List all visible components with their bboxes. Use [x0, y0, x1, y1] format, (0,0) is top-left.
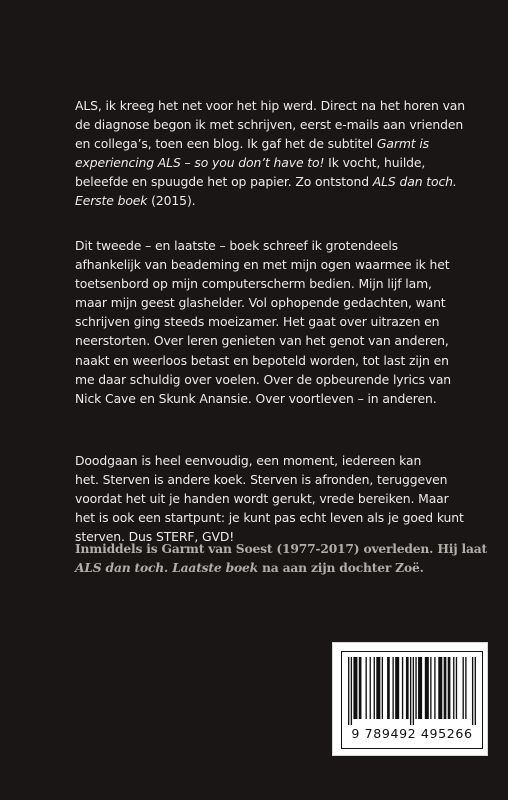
blurb-paragraph-3	[75, 451, 485, 546]
barcode-bar	[434, 657, 435, 719]
text-line	[75, 451, 485, 470]
text-run: maar mijn geest glashelder. Vol ophopende gedachten, want	[75, 295, 446, 311]
text-run: beleefde en spuugde het op papier. Zo ontstond	[75, 174, 373, 190]
text-line	[75, 293, 485, 312]
barcode-bar	[448, 657, 451, 719]
barcode-bar	[395, 657, 399, 719]
barcode-bar	[453, 657, 454, 719]
text-line	[75, 134, 485, 153]
barcode-bar	[374, 657, 375, 719]
text-run: schrijven ging steeds moeizamer. Het gaat over uitrazen en	[75, 314, 440, 330]
barcode-bar	[456, 657, 457, 719]
text-line	[75, 153, 485, 172]
text-line	[75, 96, 485, 115]
barcode-bar	[438, 657, 442, 719]
barcode-bar	[475, 657, 476, 725]
text-run: en collega’s, toen een blog. Ik gaf het de subtitel	[75, 136, 377, 152]
text-line	[75, 115, 485, 134]
text-line	[75, 236, 485, 255]
text-line	[75, 489, 485, 508]
text-run: Nick Cave en Skunk Anansie. Over voortleven – in anderen.	[75, 390, 437, 406]
barcode-bar	[353, 657, 357, 719]
barcode-bar	[348, 657, 349, 725]
text-run: naakt en weerloos betast en bepoteld worden, tot last zijn en	[75, 352, 449, 368]
closing-note	[75, 539, 488, 577]
text-line	[75, 312, 485, 331]
text-run: het. Sterven is andere koek. Sterven is afronden, teruggeven	[75, 472, 448, 488]
barcode-bar	[444, 657, 447, 719]
barcode-bar	[359, 657, 362, 719]
text-run: Doodgaan is heel eenvoudig, een moment, iedereen kan	[75, 453, 422, 468]
text-line	[75, 255, 485, 274]
barcode-bar	[413, 657, 414, 725]
barcode-bar	[382, 657, 383, 719]
barcode-bar	[387, 657, 390, 719]
text-line	[75, 558, 485, 577]
text-run: de diagnose begon ik met schrijven, eerst e-mails aan vrienden	[75, 117, 464, 133]
text-run: sterven. Dus STERF, GVD!	[75, 529, 235, 545]
barcode-bar	[410, 657, 411, 725]
text-run: afhankelijk van beademing en met mijn ogen waarmee ik het	[75, 257, 450, 273]
barcode-bar	[366, 657, 367, 719]
text-run: Dit tweede – en laatste – boek schreef ik grotendeels	[75, 238, 398, 253]
text-run: Inmiddels is Garmt van Soest (1977-2017) overleden. Hij laat	[75, 541, 488, 556]
text-run: me daar schuldig over voelen. Over de opbeurende lyrics van	[75, 371, 452, 387]
barcode-bar	[425, 657, 429, 719]
text-run: na aan zijn dochter Zoë.	[257, 560, 424, 576]
text-run: toetsenbord op mijn computerscherm bedien. Mijn lijf lam,	[75, 276, 432, 292]
barcode-bar	[406, 657, 409, 719]
barcode-bar	[465, 657, 466, 719]
italic-text: Eerste boek	[75, 193, 148, 209]
italic-text: ALS dan toch.	[372, 174, 457, 190]
barcode-bar	[463, 657, 464, 719]
text-line	[75, 331, 485, 350]
text-line	[75, 191, 485, 210]
barcode-bar	[402, 657, 403, 719]
italic-text: experiencing ALS – so you don’t have to!	[75, 155, 325, 171]
text-line	[75, 539, 488, 558]
text-line	[75, 389, 485, 408]
text-run: Ik vocht, huilde,	[324, 155, 426, 171]
text-line	[75, 470, 485, 489]
text-line	[75, 351, 485, 370]
text-run: voordat het uit je handen wordt gerukt, vrede bereiken. Maar	[75, 491, 449, 507]
barcode-bar	[351, 657, 352, 725]
text-line	[75, 508, 485, 527]
barcode-bar	[376, 657, 380, 719]
barcode-frame	[341, 651, 483, 749]
text-line	[75, 370, 485, 389]
text-line	[75, 172, 485, 191]
barcode-bar	[392, 657, 393, 719]
isbn-digits: 9 789492 495266	[351, 726, 473, 741]
text-run: (2015).	[147, 193, 196, 209]
text-run: ALS, ik kreeg het net voor het hip werd. Direct na het horen van	[75, 98, 466, 113]
italic-text: Garmt is	[376, 136, 429, 152]
text-run: neerstorten. Over leren genieten van het genot van anderen,	[75, 333, 449, 349]
barcode-label	[333, 643, 487, 755]
blurb-paragraph-1	[75, 96, 485, 211]
barcode-bar	[430, 657, 431, 719]
barcode-bar	[418, 657, 422, 719]
barcode-bars	[348, 657, 476, 725]
barcode-bar	[472, 657, 473, 725]
italic-text: ALS dan toch. Laatste boek	[75, 560, 258, 576]
barcode-bar	[415, 657, 416, 719]
text-run: het is ook een startpunt: je kunt pas echt leven als je goed kunt	[75, 510, 464, 526]
text-line	[75, 274, 485, 293]
barcode-bar	[370, 657, 371, 719]
blurb-paragraph-2	[75, 236, 485, 408]
